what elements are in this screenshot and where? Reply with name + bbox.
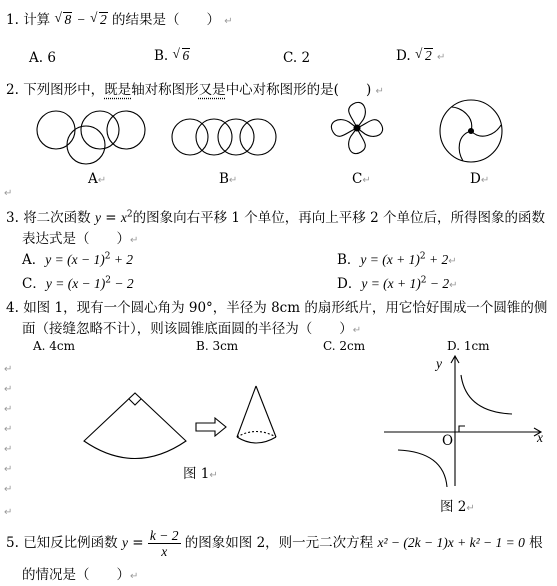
question-number: 1.	[6, 12, 19, 28]
q3-option-a[interactable]: A．$y = (x - 1)^2 + 2$	[22, 251, 134, 268]
option-d[interactable]: D. √ 2 ↵	[396, 46, 446, 64]
label-a[interactable]: A↵	[88, 171, 107, 187]
origin-mark	[459, 426, 465, 432]
q4-option-d[interactable]: D. 1cm	[447, 339, 490, 353]
question-tail: 的结果是（ ）	[112, 12, 220, 28]
q3-option-b[interactable]: B．$y = (x + 1)^2$ + 2↵	[337, 251, 457, 268]
option-b[interactable]: B. √ 6	[154, 46, 190, 64]
option-c[interactable]: C. 2	[283, 50, 311, 66]
sqrt-8: √ 8	[54, 10, 72, 27]
sqrt-2: √ 2	[89, 10, 107, 27]
q4-option-b[interactable]: B. 3cm	[196, 339, 239, 353]
q3-option-c[interactable]: C．$y = (x - 1)^2 - 2$	[22, 275, 134, 292]
label-b[interactable]: B↵	[219, 171, 238, 187]
q4-option-c[interactable]: C. 2cm	[323, 339, 366, 353]
question-2: 2. 下列图形中，既是轴对称图形又是中心对称图形的是( ) ↵	[6, 82, 384, 98]
axis-x-label: x	[537, 430, 543, 445]
question-4: 4. 如图 1，现有一个圆心角为 90°，半径为 8cm 的扇形纸片，用它恰好围成一个圆锥的侧	[6, 300, 548, 316]
return-mark: ↵	[224, 16, 233, 27]
question-3: 3. 将二次函数 $y = x^2$的图象向右平移 1 个单位，再向上平移 2 个单位后，所得图象的函数	[6, 209, 545, 226]
q3-option-d[interactable]: D．$y = (x + 1)^2$ − 2↵	[337, 275, 458, 292]
fraction: $\frac{k - 2}{x}$	[149, 528, 179, 559]
question-lead: 计算	[23, 12, 51, 28]
label-c[interactable]: C↵	[352, 171, 371, 187]
branch-q3	[398, 450, 447, 487]
option-a[interactable]: A. 6	[29, 50, 56, 66]
question-5: 5. 已知反比例函数 y = $\frac{k - 2}{x}$ 的图象如图 2，则一元二次方程 x² − (2k − 1)x + k² − 1 = 0 根	[6, 528, 543, 559]
branch-q1	[461, 375, 512, 414]
origin-label: O	[442, 433, 454, 449]
label-d[interactable]: D↵	[470, 171, 490, 187]
question-1: 1. 计算 √ 8 − √ 2 的结果是（ ） ↵	[6, 10, 233, 28]
fig1-caption: 图 1↵	[183, 466, 218, 482]
fig2-caption: 图 2↵	[440, 499, 475, 515]
axis-y-label: y	[436, 356, 442, 371]
q4-option-a[interactable]: A. 4cm	[33, 339, 76, 353]
